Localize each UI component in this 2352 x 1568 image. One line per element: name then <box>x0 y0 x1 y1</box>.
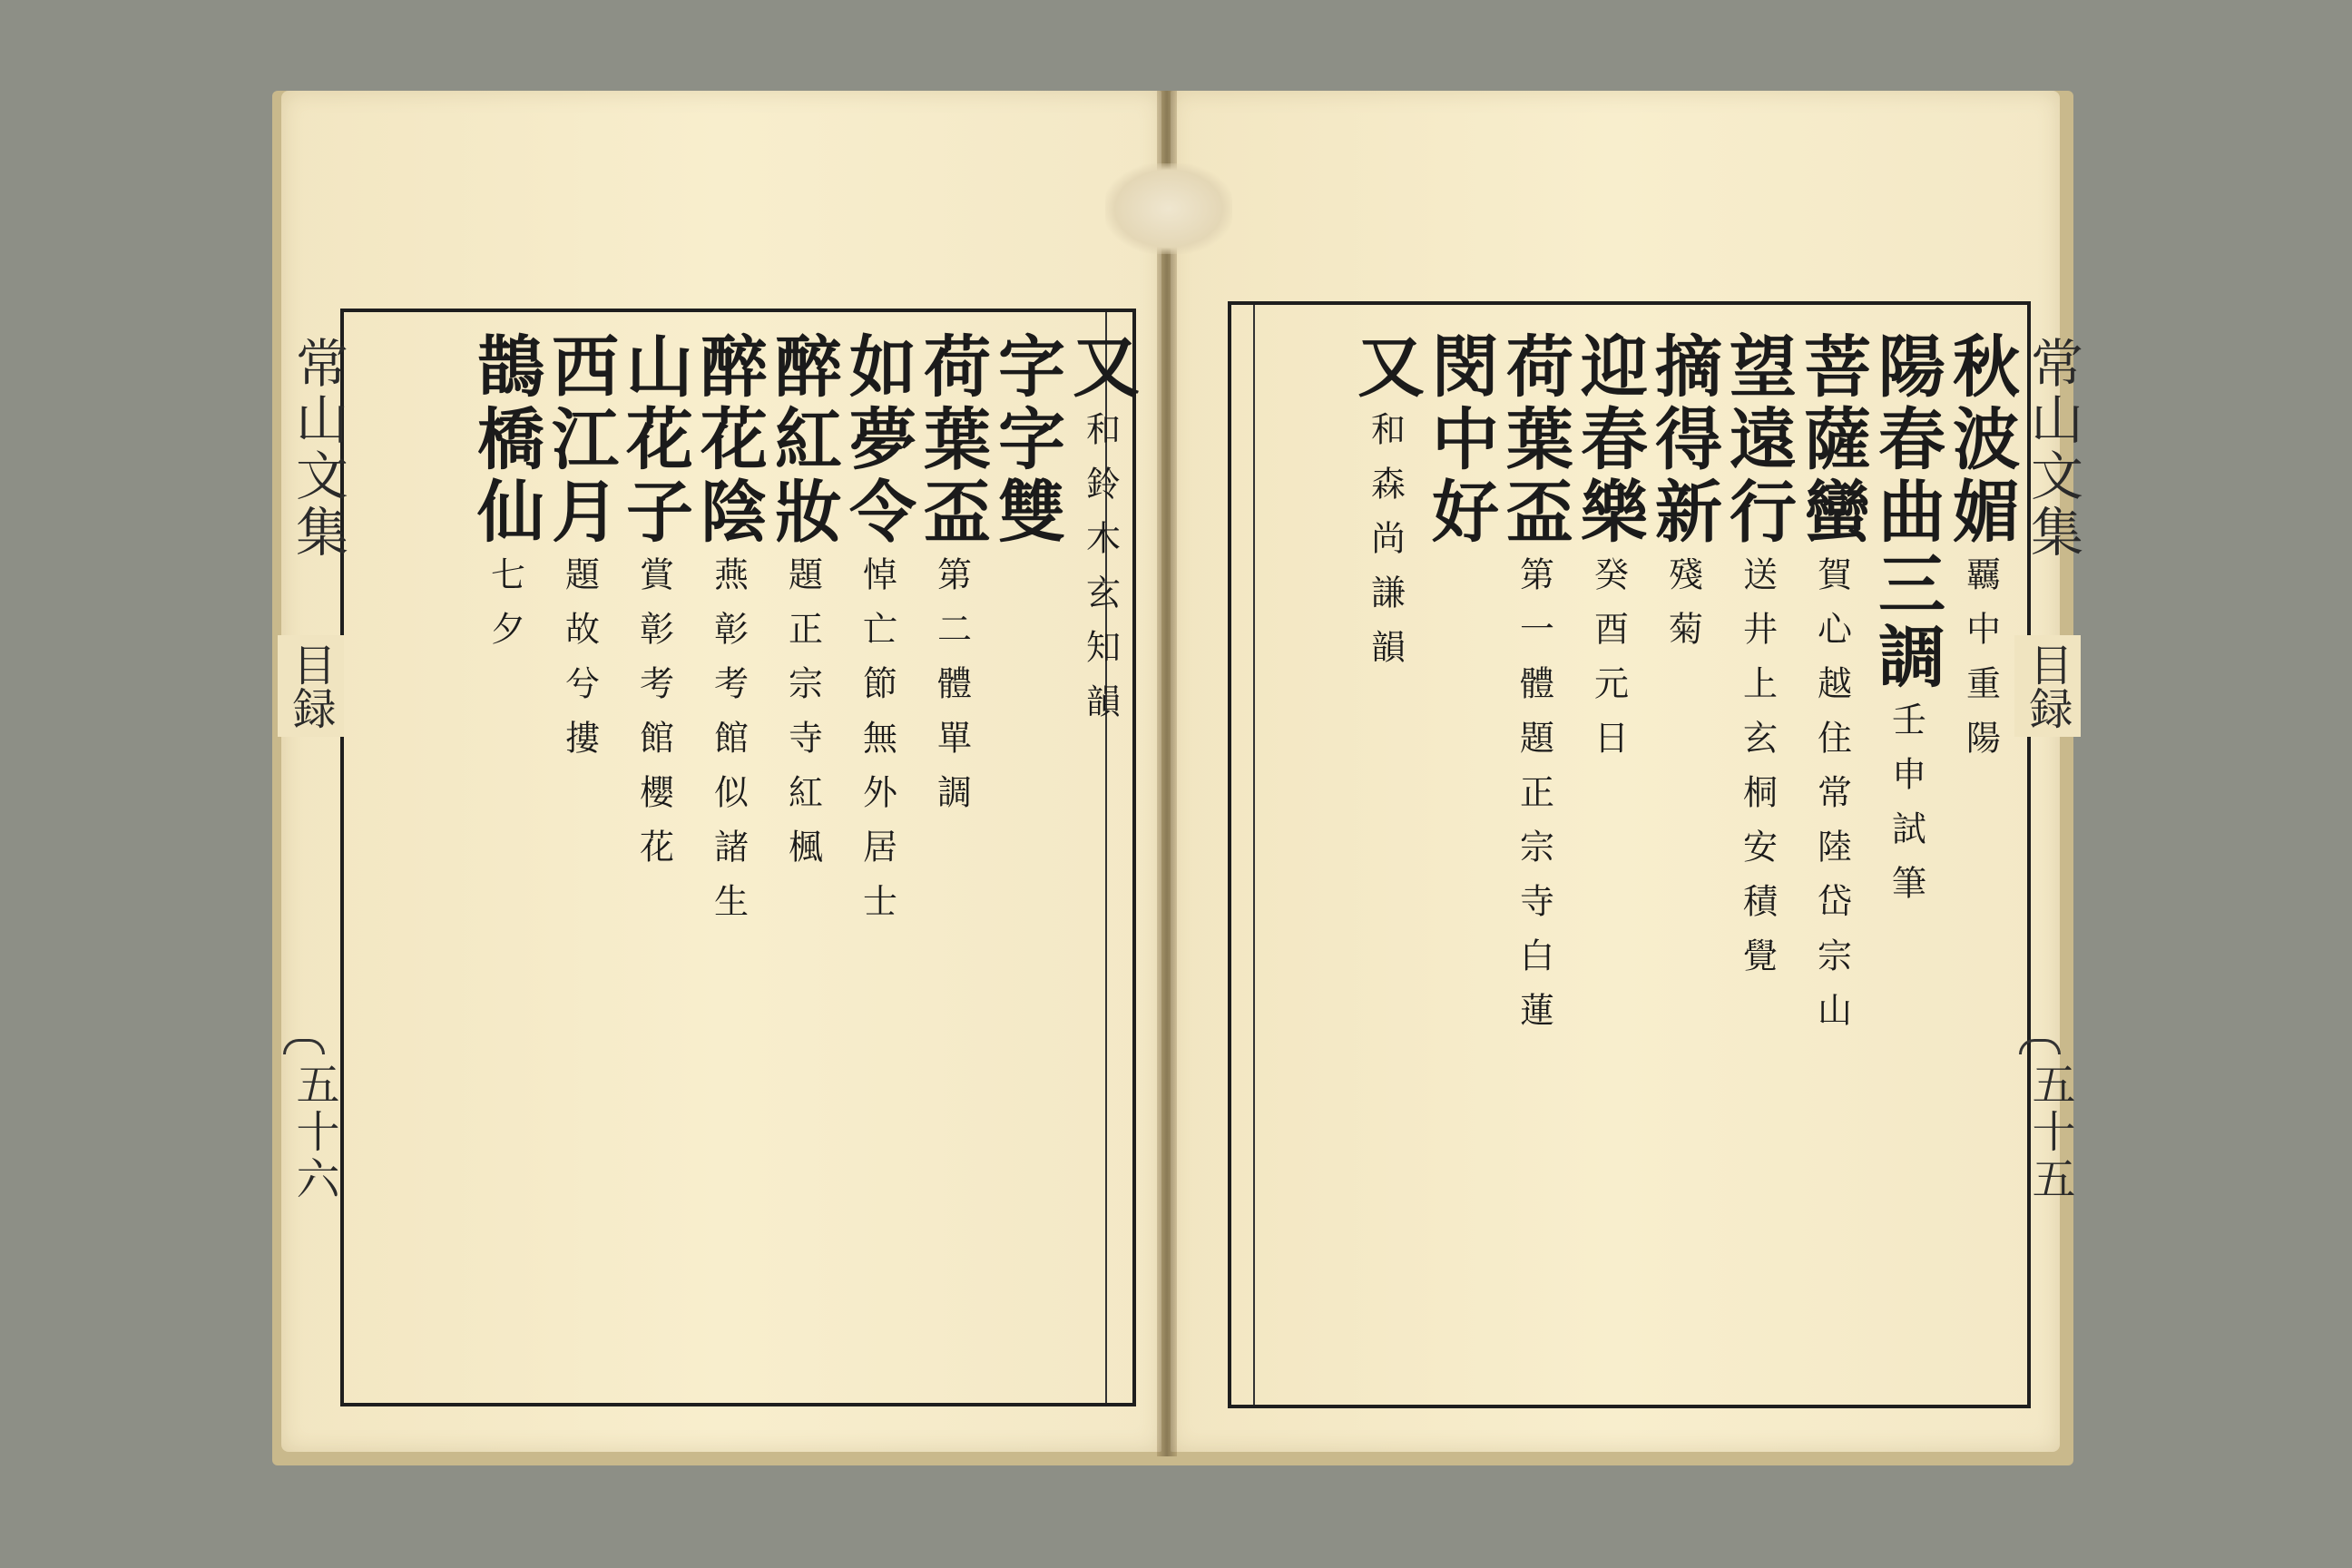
frame-rule <box>1253 305 1255 1405</box>
book-gutter <box>1157 91 1177 1456</box>
left-margin-title: 常山文集 <box>287 336 348 561</box>
toc-entry-note: 賞彰考館櫻花 <box>633 556 674 883</box>
toc-entry-note: 題正宗寺紅楓 <box>782 556 823 883</box>
toc-entry-title: 菩薩蠻 <box>1793 331 1871 549</box>
open-book <box>272 91 2083 1470</box>
toc-entry-note: 殘菊 <box>1662 556 1703 665</box>
toc-entry-title: 陽春曲三調 <box>1867 331 1945 694</box>
toc-entry-note: 壬申試筆 <box>1886 701 1926 919</box>
toc-entry-note: 賀心越住常陸岱宗山 <box>1811 556 1852 1046</box>
toc-entry-title: 摘得新 <box>1644 331 1722 549</box>
right-page-number: 五十五 <box>2024 1062 2075 1203</box>
toc-entry <box>1338 331 1434 683</box>
toc-entry-title: 又 <box>1347 331 1425 404</box>
toc-entry-note: 悼亡節無外居士 <box>857 556 897 937</box>
toc-entry-title: 鵲橋仙 <box>466 331 544 549</box>
right-fold-mark <box>2019 1039 2061 1054</box>
right-margin-label: 目録 <box>2014 635 2081 737</box>
toc-entry-title: 字字雙 <box>987 331 1065 549</box>
right-margin-title: 常山文集 <box>2022 336 2083 561</box>
toc-entry-note: 覊中重陽 <box>1960 556 2001 774</box>
toc-entry-title: 醉紅妝 <box>764 331 842 549</box>
toc-entry-title: 如夢令 <box>838 331 916 549</box>
binding-knot <box>1105 163 1232 254</box>
toc-entry-note: 第二體單調 <box>931 556 972 828</box>
toc-entry-title: 西江月 <box>541 331 619 549</box>
toc-entry-note: 送井上玄桐安積覺 <box>1737 556 1778 992</box>
toc-entry-note: 和森尚謙韻 <box>1365 411 1406 683</box>
toc-entry-title: 醉花陰 <box>690 331 768 549</box>
toc-entry-title: 荷葉盃 <box>913 331 991 549</box>
toc-entry-title: 秋波媚 <box>1942 331 2020 549</box>
toc-entry <box>457 331 554 665</box>
toc-entry-note: 和鈴木玄知韻 <box>1080 411 1121 738</box>
toc-entry-title: 又 <box>1062 331 1140 404</box>
toc-entry-note: 燕彰考館似諸生 <box>708 556 749 937</box>
left-fold-mark <box>283 1039 325 1054</box>
toc-entry-title: 荷葉盃 <box>1495 331 1573 549</box>
toc-entry-title: 迎春樂 <box>1570 331 1648 549</box>
toc-entry-title: 望遠行 <box>1719 331 1797 549</box>
toc-entry-note: 七夕 <box>485 556 525 665</box>
toc-entry-note: 題故兮摟 <box>559 556 600 774</box>
toc-entry-note: 癸酉元日 <box>1588 556 1629 774</box>
left-page-number: 五十六 <box>289 1062 339 1203</box>
left-margin-label: 目録 <box>278 635 344 737</box>
toc-entry-note: 第一體題正宗寺白蓮 <box>1514 556 1554 1046</box>
toc-entry-title: 閔中好 <box>1421 331 1499 549</box>
toc-entry-title: 山花子 <box>615 331 693 549</box>
